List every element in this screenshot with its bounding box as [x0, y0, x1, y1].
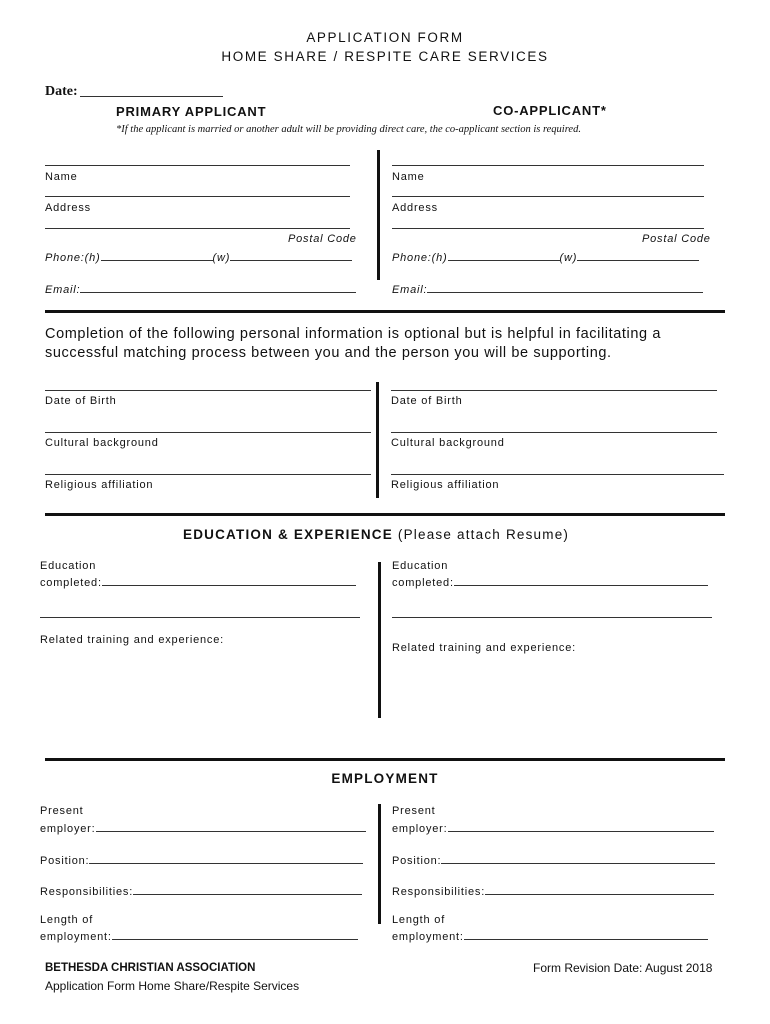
primary-responsibilities-field[interactable]: [133, 884, 362, 895]
primary-responsibilities-label: Responsibilities:: [40, 886, 134, 898]
co-address-line2-field[interactable]: [392, 228, 704, 229]
primary-phone-work-label: (w): [212, 252, 231, 264]
personal-column-divider: [376, 382, 379, 498]
primary-address-line2-field[interactable]: [45, 228, 350, 229]
co-employer-row: [392, 821, 714, 835]
education-heading-note: (Please attach Resume): [397, 527, 570, 542]
primary-length-row: [40, 929, 358, 943]
co-name-field[interactable]: [392, 165, 704, 166]
co-position-row: [392, 853, 715, 867]
primary-responsibilities-row: [40, 884, 362, 898]
co-position-field[interactable]: [441, 853, 715, 864]
co-dob-label: Date of Birth: [391, 395, 463, 407]
primary-postal-code-label: Postal Code: [288, 233, 357, 245]
primary-length-label: Length of: [40, 914, 94, 926]
primary-position-field[interactable]: [89, 853, 363, 864]
co-position-label: Position:: [392, 855, 442, 867]
primary-education-extra-field[interactable]: [40, 617, 360, 618]
primary-employer-field[interactable]: [96, 821, 366, 832]
co-religious-field[interactable]: [391, 474, 724, 475]
primary-phone-row: [45, 250, 352, 264]
co-address-label: Address: [392, 202, 438, 214]
co-email-label: Email:: [392, 284, 428, 296]
primary-address-field[interactable]: [45, 196, 350, 197]
primary-address-label: Address: [45, 202, 91, 214]
education-column-divider: [378, 562, 381, 718]
co-applicant-note: *If the applicant is married or another adult will be providing direct care, the co-applicant section is required.: [116, 124, 581, 135]
primary-phone-home-field[interactable]: [101, 250, 213, 261]
co-length-label2: employment:: [392, 931, 464, 943]
footer-org-name: BETHESDA CHRISTIAN ASSOCIATION: [45, 962, 256, 974]
primary-education-label-line1: Education: [40, 560, 97, 572]
co-education-field[interactable]: [454, 575, 708, 586]
primary-position-label: Position:: [40, 855, 90, 867]
co-phone-row: [392, 250, 699, 264]
co-education-extra-field[interactable]: [392, 617, 712, 618]
primary-cultural-field[interactable]: [45, 432, 371, 433]
co-responsibilities-row: [392, 884, 714, 898]
co-education-label-line2: completed:: [392, 577, 454, 589]
co-phone-home-field[interactable]: [448, 250, 560, 261]
co-education-row: [392, 575, 708, 589]
education-heading: [183, 527, 569, 542]
primary-name-label: Name: [45, 171, 78, 183]
primary-length-label2: employment:: [40, 931, 112, 943]
primary-employer-row: [40, 821, 366, 835]
primary-education-field[interactable]: [102, 575, 356, 586]
primary-length-field[interactable]: [112, 929, 358, 940]
co-religious-label: Religious affiliation: [391, 479, 500, 491]
co-phone-home-label: Phone:(h): [392, 252, 448, 264]
primary-dob-field[interactable]: [45, 390, 371, 391]
primary-religious-field[interactable]: [45, 474, 371, 475]
form-title-line1: APPLICATION FORM: [306, 30, 464, 45]
primary-applicant-heading: PRIMARY APPLICANT: [116, 104, 267, 119]
primary-email-row: [45, 282, 356, 296]
date-label: Date:: [45, 84, 78, 99]
co-postal-code-label: Postal Code: [642, 233, 711, 245]
primary-phone-home-label: Phone:(h): [45, 252, 101, 264]
co-cultural-field[interactable]: [391, 432, 717, 433]
education-divider: [45, 513, 725, 516]
primary-cultural-label: Cultural background: [45, 437, 159, 449]
co-email-field[interactable]: [427, 282, 703, 293]
primary-email-field[interactable]: [80, 282, 356, 293]
co-length-row: [392, 929, 708, 943]
employment-heading: EMPLOYMENT: [331, 771, 439, 786]
employment-divider: [45, 758, 725, 761]
co-responsibilities-field[interactable]: [485, 884, 714, 895]
employment-column-divider: [378, 804, 381, 924]
co-education-label-line1: Education: [392, 560, 449, 572]
optional-info-line2: successful matching process between you and the person you will be supporting.: [45, 345, 612, 361]
primary-employer-label: employer:: [40, 823, 96, 835]
primary-phone-work-field[interactable]: [230, 250, 352, 261]
primary-training-label: Related training and experience:: [40, 634, 224, 646]
primary-education-label-line2: completed:: [40, 577, 102, 589]
co-employer-field[interactable]: [448, 821, 714, 832]
co-training-label: Related training and experience:: [392, 642, 576, 654]
primary-present-label: Present: [40, 805, 84, 817]
primary-email-label: Email:: [45, 284, 81, 296]
co-dob-field[interactable]: [391, 390, 717, 391]
form-title-line2: HOME SHARE / RESPITE CARE SERVICES: [221, 49, 549, 64]
section-divider: [45, 310, 725, 313]
co-responsibilities-label: Responsibilities:: [392, 886, 486, 898]
primary-education-row: [40, 575, 356, 589]
co-employer-label: employer:: [392, 823, 448, 835]
date-field[interactable]: [80, 96, 223, 97]
co-length-field[interactable]: [464, 929, 708, 940]
co-cultural-label: Cultural background: [391, 437, 505, 449]
footer-form-name: Application Form Home Share/Respite Services: [45, 979, 300, 993]
primary-religious-label: Religious affiliation: [45, 479, 154, 491]
primary-dob-label: Date of Birth: [45, 395, 117, 407]
co-applicant-heading: CO-APPLICANT*: [493, 103, 607, 118]
co-phone-work-field[interactable]: [577, 250, 699, 261]
co-phone-work-label: (w): [559, 252, 578, 264]
co-email-row: [392, 282, 703, 296]
primary-position-row: [40, 853, 363, 867]
co-address-field[interactable]: [392, 196, 704, 197]
co-present-label: Present: [392, 805, 436, 817]
primary-name-field[interactable]: [45, 165, 350, 166]
column-divider: [377, 150, 380, 280]
co-length-label: Length of: [392, 914, 446, 926]
footer-revision-date: Form Revision Date: August 2018: [533, 961, 713, 975]
co-name-label: Name: [392, 171, 425, 183]
optional-info-line1: Completion of the following personal information is optional but is helpful in facilitating a: [45, 326, 661, 342]
education-heading-title: EDUCATION & EXPERIENCE: [183, 527, 393, 542]
